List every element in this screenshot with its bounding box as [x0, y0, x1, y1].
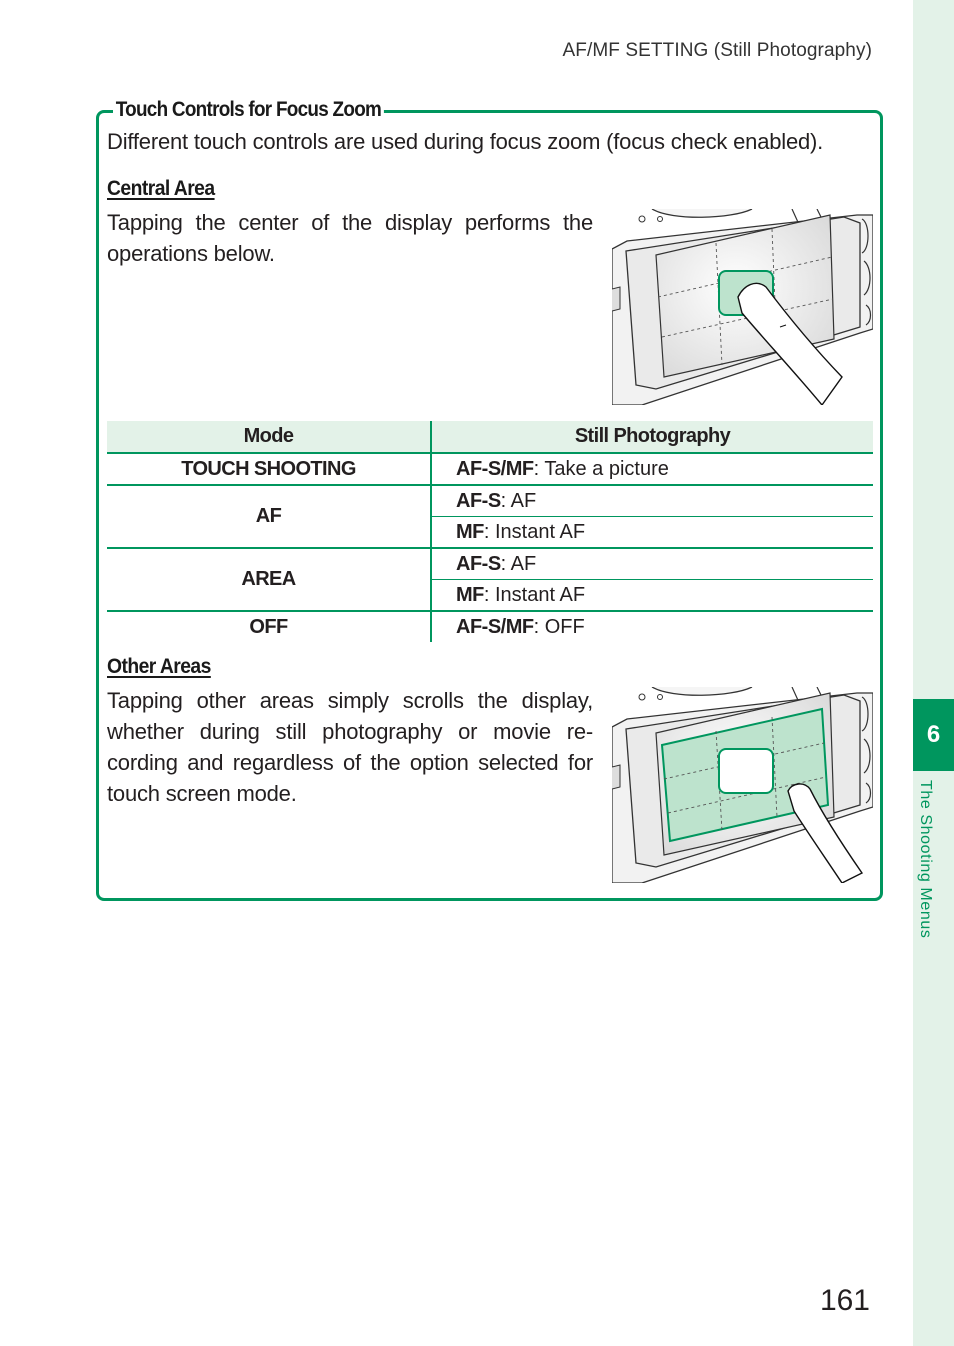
- chapter-number: 6: [926, 721, 941, 748]
- table-row: [107, 485, 873, 517]
- value-cell: AF-S/MF: Take a picture: [431, 453, 873, 485]
- mode-table: [107, 421, 873, 642]
- running-header: AF/MF SETTING (Still Photography): [562, 40, 872, 61]
- other-areas-heading: Other Areas: [107, 655, 211, 678]
- header-still-photography: Still Photography: [431, 421, 873, 453]
- mode-cell: TOUCH SHOOTING: [107, 453, 431, 485]
- box-intro: Different touch controls are used during focus zoom (focus check enabled).: [107, 129, 824, 154]
- touch-controls-box: [96, 98, 883, 901]
- chapter-tab[interactable]: [913, 699, 954, 771]
- header-mode: Mode: [107, 421, 431, 453]
- value-cell: MF: Instant AF: [431, 517, 873, 549]
- scroll-tap-illustration: [612, 687, 873, 883]
- side-strip: [913, 0, 954, 1346]
- central-area-text: Tapping the center of the display performs the operations below.: [107, 210, 593, 266]
- mode-cell: OFF: [107, 611, 431, 642]
- table-row: [107, 548, 873, 580]
- value-cell: AF-S: AF: [431, 548, 873, 580]
- value-cell: MF: Instant AF: [431, 580, 873, 612]
- box-title: Touch Controls for Focus Zoom: [113, 98, 384, 122]
- central-tap-illustration: [612, 209, 873, 405]
- chapter-label: The Shooting Menus: [917, 780, 934, 939]
- value-cell: AF-S: AF: [431, 485, 873, 517]
- table-row: [107, 453, 873, 485]
- table-row: [107, 611, 873, 642]
- central-area-heading: Central Area: [107, 177, 215, 200]
- value-cell: AF-S/MF: OFF: [431, 611, 873, 642]
- mode-cell: AREA: [107, 548, 431, 611]
- mode-cell: AF: [107, 485, 431, 548]
- other-areas-text: Tapping other areas simply scrolls the display, whether during still photography or movie re-cording and regardless of the option selected for touch screen mode.: [107, 688, 593, 806]
- page-number: 161: [819, 1284, 870, 1317]
